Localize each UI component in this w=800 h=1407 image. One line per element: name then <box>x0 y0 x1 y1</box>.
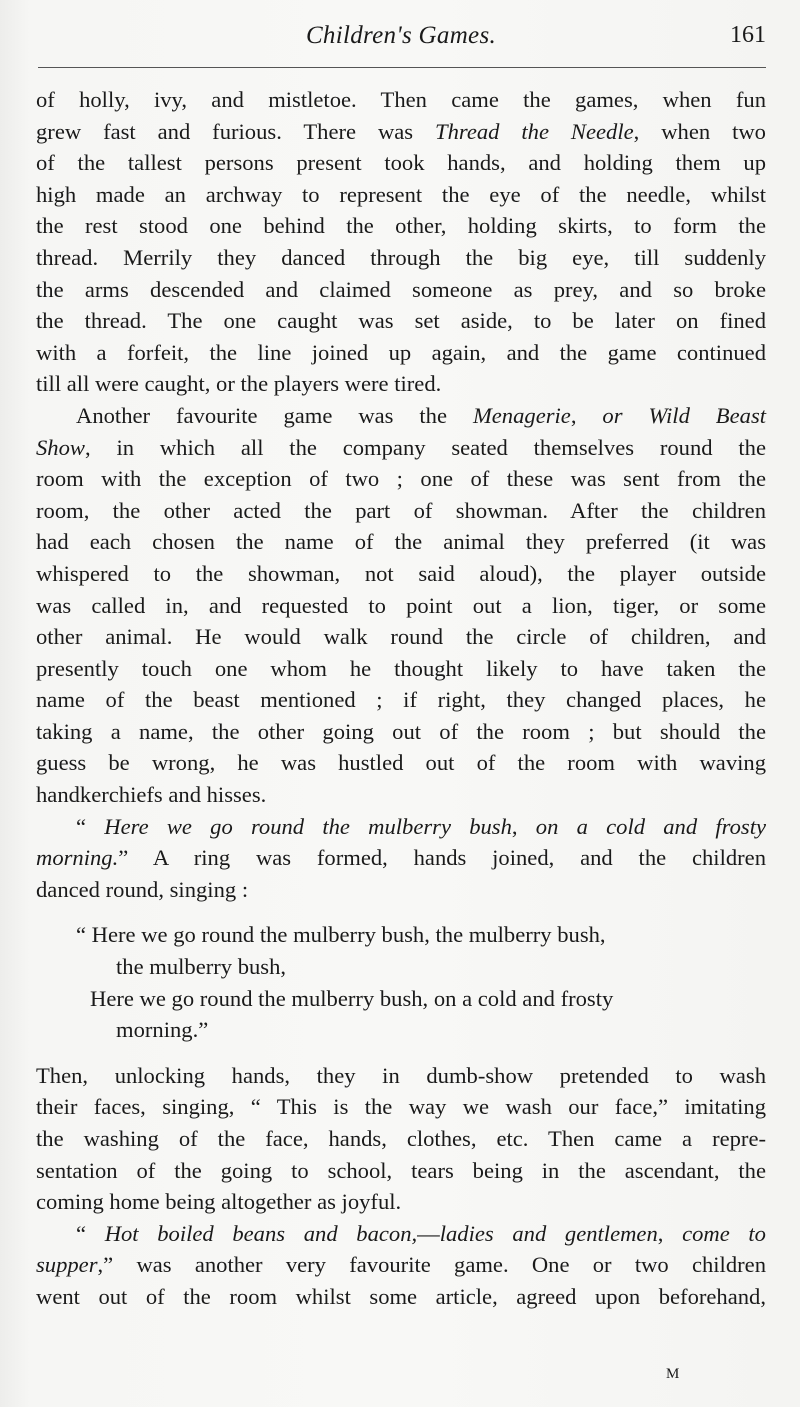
game-title-mulberry-bush: Here we go round the mulberry bush <box>104 813 512 839</box>
running-head <box>36 18 766 58</box>
text-line: went out of the room whilst some article, agreed upon beforehand, <box>36 1283 766 1309</box>
text-run: ” A ring was formed, hands joined, and the children <box>118 845 766 871</box>
text-line: the washing of the face, hands, clothes, etc. Then came a repre- <box>36 1126 766 1151</box>
running-title: Children's Games. <box>305 22 497 49</box>
text-line: their faces, singing, “ This is the way we wash our face,” imitating <box>36 1094 766 1120</box>
text-run: , when two <box>633 118 766 144</box>
body-text <box>36 84 766 1313</box>
text-line: room with the exception of two ; one of these was sent from the <box>36 466 766 492</box>
text-line: thread. Merrily they danced through the big eye, till suddenly <box>36 244 766 270</box>
text-line <box>36 1249 766 1281</box>
text-line: of holly, ivy, and mistletoe. Then came the games, when fun <box>36 87 766 112</box>
text-run: ,” was another very favourite game. One or two children <box>97 1252 766 1278</box>
text-line: with a forfeit, the line joined up again, and the game continued <box>36 339 766 365</box>
em-dash: — <box>417 1220 440 1246</box>
text-line: whispered to the showman, not said aloud), the player outside <box>36 560 766 586</box>
open-quote: “ <box>76 1220 105 1246</box>
paragraph-mulberry-bush <box>36 811 766 906</box>
text-run: grew fast and furious. There was <box>36 118 436 144</box>
game-title-cold-frosty: on a cold and frosty <box>535 813 766 839</box>
text-line: name of the beast mentioned ; if right, they changed places, he <box>36 687 766 713</box>
game-title-wild-beast: or Wild Beast <box>602 402 767 428</box>
verse-line: morning.” <box>116 1017 209 1043</box>
text-line: handkerchiefs and hisses. <box>36 782 267 808</box>
paragraph-dumb-show <box>36 1060 766 1218</box>
game-title-thread-the-needle: Thread the Needle <box>435 118 634 144</box>
text-line: high made an archway to represent the eye of the needle, whilst <box>36 181 766 207</box>
text-run: , <box>511 813 536 839</box>
header-rule <box>38 67 766 68</box>
text-line: Then, unlocking hands, they in dumb-show pretended to wash <box>36 1062 766 1088</box>
text-line: danced round, singing : <box>36 876 249 902</box>
paragraph-hot-boiled-beans <box>36 1218 766 1313</box>
text-line: the thread. The one caught was set aside, to be later on fined <box>36 308 766 334</box>
text-line: of the tallest persons present took hands, and holding them up <box>36 150 766 176</box>
text-run: , <box>657 1220 683 1246</box>
page-number: 161 <box>730 22 766 48</box>
text-line: guess be wrong, he was hustled out of the room with waving <box>36 750 766 776</box>
text-line: coming home being altogether as joyful. <box>36 1189 402 1215</box>
signature-mark: M <box>666 1366 680 1382</box>
text-line <box>36 116 766 148</box>
paragraph-thread-the-needle <box>36 84 766 400</box>
paragraph-menagerie <box>36 400 766 811</box>
game-title-ladies-gentlemen: ladies and gentlemen <box>439 1220 658 1246</box>
text-run: , in which all the company seated themselves round the <box>84 434 766 460</box>
text-run: , <box>570 402 603 428</box>
verse-line: the mulberry bush, <box>116 954 287 980</box>
game-title-show: Show <box>36 434 85 460</box>
text-line <box>36 400 766 432</box>
text-line <box>36 842 766 874</box>
game-title-supper: supper <box>36 1252 98 1278</box>
open-quote: “ <box>76 813 105 839</box>
text-line: other animal. He would walk round the circle of children, and <box>36 624 766 650</box>
text-line <box>36 1218 766 1250</box>
text-line: the rest stood one behind the other, holding skirts, to form the <box>36 213 766 239</box>
text-line: the arms descended and claimed someone as prey, and so broke <box>36 276 766 302</box>
verse-line: “ Here we go round the mulberry bush, the mulberry bush, <box>76 922 606 948</box>
text-line: presently touch one whom he thought likely to have taken the <box>36 655 766 681</box>
game-title-hot-boiled-beans: Hot boiled beans and bacon, <box>104 1220 418 1246</box>
text-line: was called in, and requested to point out a lion, tiger, or some <box>36 592 766 618</box>
text-line: sentation of the going to school, tears being in the ascendant, the <box>36 1157 766 1183</box>
text-line <box>36 432 766 464</box>
text-run: Another favourite game was the <box>76 402 473 428</box>
game-title-morning: morning. <box>36 845 119 871</box>
verse-line: Here we go round the mulberry bush, on a cold and frosty <box>90 985 614 1011</box>
game-title-come-to: come to <box>682 1220 766 1246</box>
text-line: had each chosen the name of the animal they preferred (it was <box>36 529 766 555</box>
text-line: taking a name, the other going out of the room ; but should the <box>36 718 766 744</box>
text-line: room, the other acted the part of showman. After the children <box>36 497 766 523</box>
text-line <box>36 811 766 843</box>
game-title-menagerie: Menagerie <box>472 402 571 428</box>
text-line: till all were caught, or the players were tired. <box>36 371 442 397</box>
verse-block <box>36 919 766 1045</box>
